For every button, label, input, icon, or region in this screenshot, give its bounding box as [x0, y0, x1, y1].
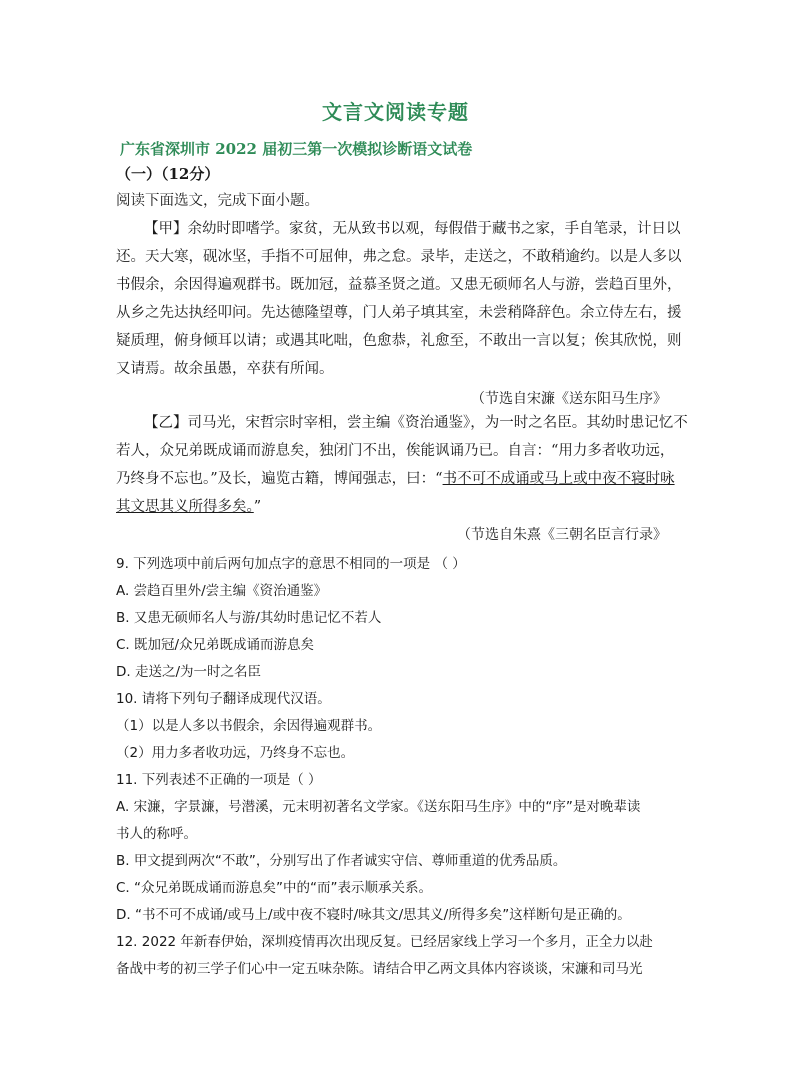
translation-item: （2）用力多者收功远，乃终身不忘也。: [116, 745, 355, 761]
passage-b-text: ”: [253, 499, 262, 515]
question-12-continued: 备战中考的初三学子们心中一定五味杂陈。请结合甲乙两文具体内容谈谈，宋濂和司马光: [116, 961, 643, 977]
translation-item: （1）以是人多以书假余，余因得遍观群书。: [116, 718, 382, 734]
exam-subtitle: 广东省深圳市 2022 届初三第一次模拟诊断语文试卷: [120, 140, 473, 158]
passage-a-line: 从乡之先达执经叩问。先达德隆望尊，门人弟子填其室，未尝稍降辞色。余立侍左右，援: [116, 305, 682, 321]
question-10: 10. 请将下列句子翻译成现代汉语。: [116, 691, 331, 707]
option-c: C. “众兄弟既成诵而游息矣”中的“而”表示顺承关系。: [116, 880, 432, 896]
passage-a-line: 【甲】余幼时即嗜学。家贫，无从致书以观，每假借于藏书之家，手自笔录，计日以: [144, 221, 681, 237]
option-a: A. 宋濂，字景濂，号潜溪，元末明初著名文学家。《送东阳马生序》中的“序”是对晚辈读: [116, 799, 641, 815]
passage-a-line: 书假余，余因得遍观群书。既加冠，益慕圣贤之道。又患无硕师名人与游，尝趋百里外，: [116, 277, 682, 293]
option-d: D. “书不可不成诵/或马上/或中夜不寝时/咏其文/思其义/所得多矣”这样断句是正确的。: [116, 907, 631, 923]
underlined-sentence: 其文思其义所得多矣。: [116, 499, 254, 515]
passage-b-text: 乃终身不忘也。”及长，遍览古籍，博闻强志，曰：“: [116, 471, 443, 487]
page-title: 文言文阅读专题: [322, 100, 469, 124]
underlined-sentence: 书不可不成诵或马上或中夜不寝时咏: [442, 471, 675, 487]
option-c: C. 既加冠/众兄弟既成诵而游息矣: [116, 637, 315, 653]
option-a: A. 尝趋百里外/尝主编《资治通鉴》: [116, 583, 328, 599]
instruction: 阅读下面选文，完成下面小题。: [116, 193, 319, 209]
option-a-continued: 书人的称呼。: [116, 826, 197, 842]
question-11: 11. 下列表述不正确的一项是（ ）: [116, 772, 322, 788]
question-9: 9. 下列选项中前后两句加点字的意思不相同的一项是 （ ）: [116, 556, 466, 572]
passage-b-line: 【乙】司马光，宋哲宗时宰相，尝主编《资治通鉴》，为一时之名臣。其幼时患记忆不: [144, 415, 688, 431]
passage-b-line: [116, 468, 675, 490]
option-b: B. 又患无硕师名人与游/其幼时患记忆不若人: [116, 610, 382, 626]
passage-b-source: （节选自朱熹《三朝名臣言行录》: [457, 527, 667, 543]
passage-a-line: 还。天大寒，砚冰坚，手指不可屈伸，弗之怠。录毕，走送之，不敢稍逾约。以是人多以: [116, 249, 682, 265]
passage-b-line: 若人，众兄弟既成诵而游息矣，独闭门不出，俟能讽诵乃已。自言：“用力多者收功远，: [116, 443, 675, 459]
option-b: B. 甲文提到两次“不敢”，分别写出了作者诚实守信、尊师重道的优秀品质。: [116, 853, 567, 869]
passage-a-source: （节选自宋濂《送东阳马生序》: [471, 391, 667, 407]
passage-a-line: 又请焉。故余虽愚，卒获有所闻。: [116, 361, 334, 377]
question-12: 12. 2022 年新春伊始，深圳疫情再次出现反复。已经居家线上学习一个多月，正全力以赴: [116, 934, 653, 950]
passage-a-line: 疑质理，俯身倾耳以请；或遇其叱咄，色愈恭，礼愈至，不敢出一言以复；俟其欣悦，则: [116, 333, 682, 349]
section-heading: （一）（12分）: [116, 165, 220, 183]
option-d: D. 走送之/为一时之名臣: [116, 664, 262, 680]
passage-b-line: [116, 496, 261, 518]
